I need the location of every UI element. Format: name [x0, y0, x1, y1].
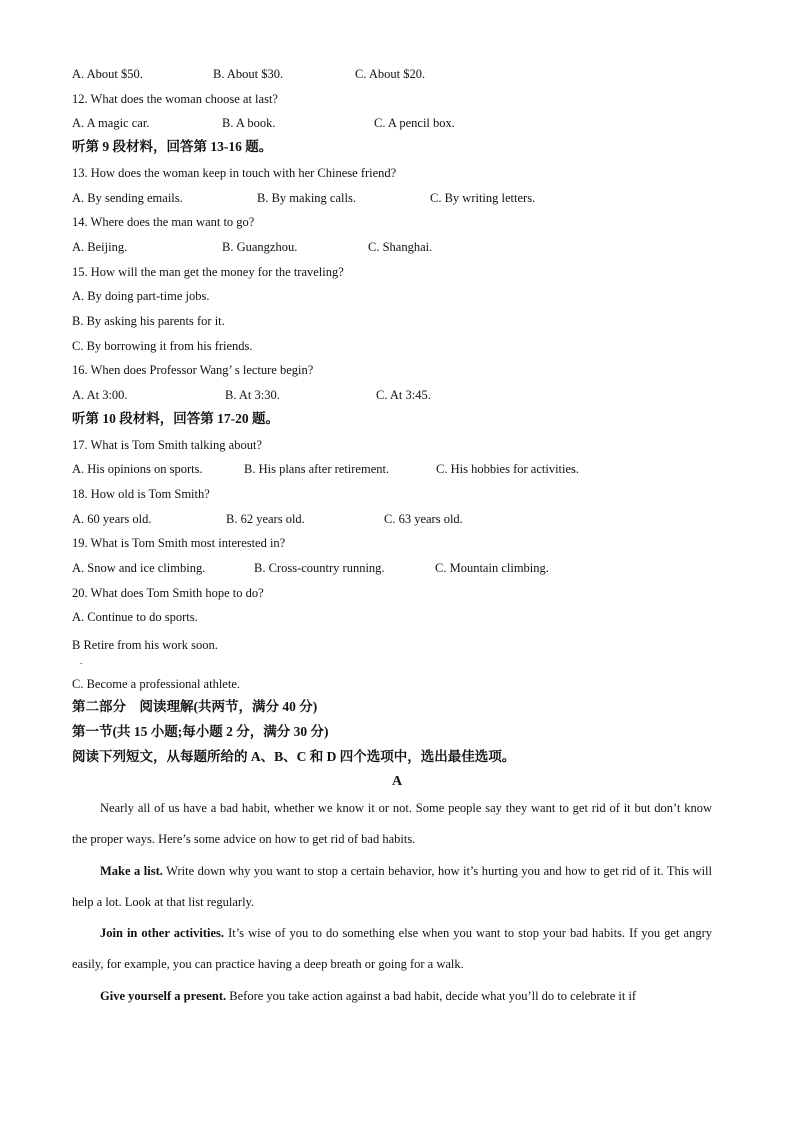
q15-option-a: A. By doing part-time jobs.	[72, 289, 210, 303]
part2-title: 第二部分 阅读理解(共两节，满分 40 分)	[72, 699, 318, 714]
paragraph-2-heading: Make a list.	[100, 864, 163, 878]
paragraph-2-text: Write down why you want to stop a certain behavior, how it’s hurting you and how to get rid of it. This will help a lot. Look at that list regularly.	[72, 864, 712, 909]
paragraph-3-text: It’s wise of you to do something else when you want to stop your bad habits. If you get angry easily, for example, you can practice having a deep breath or going for a walk.	[72, 926, 712, 971]
instructions: 阅读下列短文，从每题所给的 A、B、C 和 D 四个选项中，选出最佳选项。	[72, 749, 516, 764]
q16-question: 16. When does Professor Wang’ s lecture begin?	[72, 363, 314, 377]
q14-option-a: A. Beijing.	[72, 240, 128, 254]
q16-option-c: C. At 3:45.	[376, 388, 431, 402]
q17-option-c: C. His hobbies for activities.	[436, 462, 580, 476]
q16-option-b: B. At 3:30.	[225, 388, 280, 402]
q13-option-c: C. By writing letters.	[430, 191, 536, 205]
q15-question: 15. How will the man get the money for the traveling?	[72, 265, 344, 279]
q18-question: 18. How old is Tom Smith?	[72, 487, 210, 501]
q19-option-b: B. Cross-country running.	[254, 561, 385, 575]
section1-title: 第一节(共 15 小题;每小题 2 分，满分 30 分)	[72, 724, 329, 739]
q11-option-c: C. About $20.	[355, 67, 426, 81]
q20-option-c: C. Become a professional athlete.	[72, 677, 240, 691]
passage-paragraph-4	[72, 981, 712, 1012]
q13-question: 13. How does the woman keep in touch with her Chinese friend?	[72, 166, 397, 180]
paragraph-4-heading: Give yourself a present.	[100, 989, 227, 1003]
q17-option-b: B. His plans after retirement.	[244, 462, 390, 476]
q11-option-b: B. About $30.	[213, 67, 284, 81]
q20-question: 20. What does Tom Smith hope to do?	[72, 586, 264, 600]
q12-option-b: B. A book.	[222, 116, 276, 130]
q20-option-a: A. Continue to do sports.	[72, 610, 198, 624]
q14-question: 14. Where does the man want to go?	[72, 215, 255, 229]
q17-question: 17. What is Tom Smith talking about?	[72, 438, 262, 452]
q14-option-c: C. Shanghai.	[368, 240, 433, 254]
paragraph-3-heading: Join in other activities.	[100, 926, 225, 940]
q14-option-b: B. Guangzhou.	[222, 240, 298, 254]
q16-option-a: A. At 3:00.	[72, 388, 128, 402]
q19-question: 19. What is Tom Smith most interested in?	[72, 536, 286, 550]
q13-option-a: A. By sending emails.	[72, 191, 183, 205]
q18-option-c: C. 63 years old.	[384, 512, 463, 526]
q11-option-a: A. About $50.	[72, 67, 143, 81]
q19-option-c: C. Mountain climbing.	[435, 561, 549, 575]
q12-option-c: C. A pencil box.	[374, 116, 455, 130]
stray-dot: .	[80, 656, 83, 666]
passage-paragraph-3	[72, 918, 712, 980]
passage-paragraph-1: Nearly all of us have a bad habit, whether we know it or not. Some people say they want to get rid of it but don’t know the proper ways. Here’s some advice on how to get rid of bad habits.	[72, 801, 712, 846]
q18-option-a: A. 60 years old.	[72, 512, 152, 526]
passage-paragraph-2	[72, 856, 712, 918]
q13-option-b: B. By making calls.	[257, 191, 356, 205]
q18-option-b: B. 62 years old.	[226, 512, 305, 526]
q19-option-a: A. Snow and ice climbing.	[72, 561, 206, 575]
q12-question: 12. What does the woman choose at last?	[72, 92, 278, 106]
passage-label: A	[391, 774, 403, 789]
section9-heading: 听第 9 段材料，回答第 13-16 题。	[72, 139, 273, 154]
q17-option-a: A. His opinions on sports.	[72, 462, 203, 476]
q15-option-b: B. By asking his parents for it.	[72, 314, 225, 328]
q15-option-c: C. By borrowing it from his friends.	[72, 339, 253, 353]
q12-option-a: A. A magic car.	[72, 116, 150, 130]
paragraph-4-text: Before you take action against a bad habit, decide what you’ll do to celebrate it if	[226, 989, 637, 1003]
q20-option-b: B Retire from his work soon.	[72, 638, 218, 652]
section10-heading: 听第 10 段材料，回答第 17-20 题。	[72, 411, 279, 426]
